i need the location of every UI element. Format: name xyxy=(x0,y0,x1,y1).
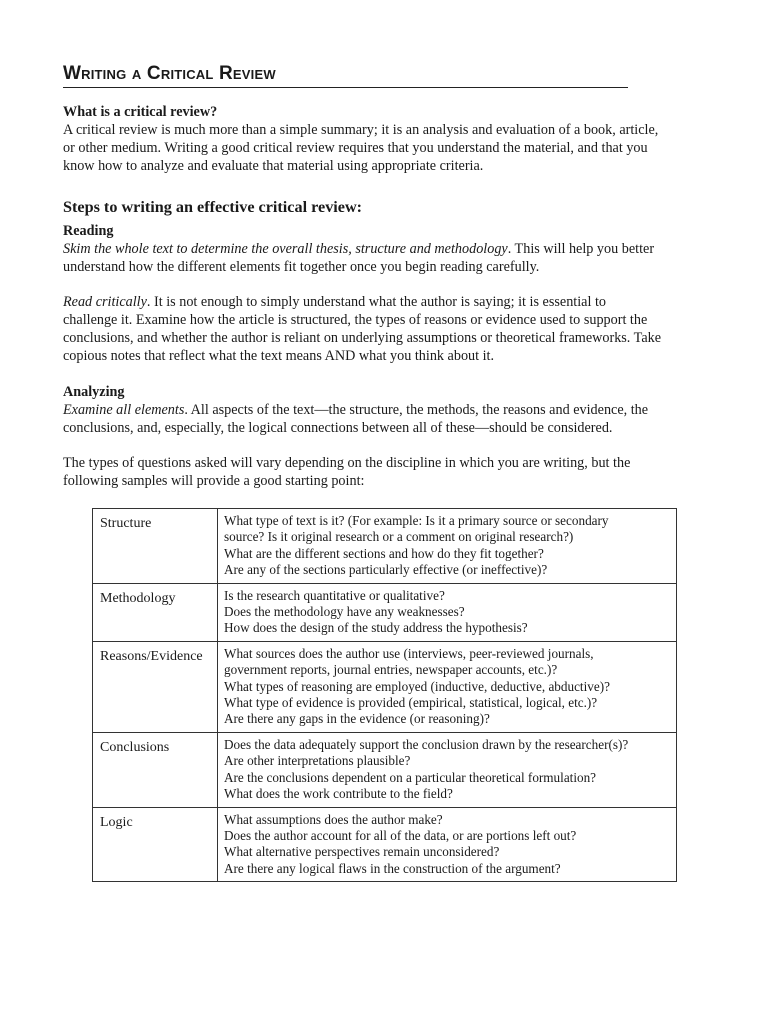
row-questions xyxy=(218,732,677,807)
reading-p2-line xyxy=(63,293,676,311)
reading-p1-italic: Skim the whole text to determine the overall thesis, structure and methodology xyxy=(63,241,508,257)
question: What are the different sections and how do they fit together? xyxy=(224,545,544,561)
question: Does the author account for all of the data, or are portions left out? xyxy=(224,827,577,843)
question: What type of text is it? (For example: Is it a primary source or secondary xyxy=(224,513,609,528)
reading-p2-italic: Read critically xyxy=(63,294,147,310)
reading-p1-rest: . This will help you better xyxy=(507,241,655,257)
intro-line: or other medium. Writing a good critical review requires that you understand the material, and that you xyxy=(63,140,648,156)
table-row xyxy=(93,641,677,732)
analyzing-p1-line: conclusions, and, especially, the logical connections between all of these—should be considered. xyxy=(63,420,613,436)
row-questions xyxy=(218,583,677,641)
reading-paragraph-1 xyxy=(63,240,676,276)
row-questions xyxy=(218,807,677,882)
analyzing-paragraph-2 xyxy=(63,454,676,490)
analyzing-p1-rest: . All aspects of the text—the structure, the methods, the reasons and evidence, the xyxy=(184,402,649,418)
reading-p2-rest: . It is not enough to simply understand what the author is saying; it is essential to xyxy=(146,294,606,310)
table-row xyxy=(93,807,677,882)
reading-p1-line xyxy=(63,240,676,258)
document-title: Writing a Critical Review xyxy=(63,62,628,88)
question: What assumptions does the author make? xyxy=(224,811,443,827)
question: Are there any logical flaws in the construction of the argument? xyxy=(224,860,561,876)
analyzing-p1-line xyxy=(63,401,676,419)
row-category: Logic xyxy=(93,807,218,882)
intro-heading: What is a critical review? xyxy=(63,104,218,120)
table-row xyxy=(93,583,677,641)
question: source? Is it original research or a comment on original research?) xyxy=(224,529,574,545)
intro-line: A critical review is much more than a simple summary; it is an analysis and evaluation of a book, article, xyxy=(63,122,659,138)
reading-heading: Reading xyxy=(63,223,114,239)
question: What does the work contribute to the field? xyxy=(224,786,453,802)
questions-table xyxy=(92,508,677,882)
reading-p2-line: conclusions, and whether the author is reliant on underlying assumptions or theoretical frameworks. Take xyxy=(63,330,662,346)
question: Does the data adequately support the conclusion drawn by the researcher(s)? xyxy=(224,736,629,752)
analyzing-paragraph-1 xyxy=(63,401,676,437)
row-category: Conclusions xyxy=(93,732,218,807)
analyzing-p1-italic: Examine all elements xyxy=(63,402,185,418)
intro-line: know how to analyze and evaluate that material using appropriate criteria. xyxy=(63,158,484,174)
row-category: Methodology xyxy=(93,583,218,641)
intro-paragraph xyxy=(63,121,676,175)
question: How does the design of the study address the hypothesis? xyxy=(224,620,528,636)
question: What types of reasoning are employed (inductive, deductive, abductive)? xyxy=(224,678,610,694)
reading-p1-line: understand how the different elements fit together once you begin reading carefully. xyxy=(63,259,540,275)
table-row xyxy=(93,732,677,807)
reading-p2-line: challenge it. Examine how the article is structured, the types of reasons or evidence used to support the xyxy=(63,312,648,328)
question: Is the research quantitative or qualitative? xyxy=(224,587,445,603)
question: Are any of the sections particularly effective (or ineffective)? xyxy=(224,562,548,578)
row-questions xyxy=(218,641,677,732)
question: Are there any gaps in the evidence (or reasoning)? xyxy=(224,711,490,727)
row-category: Structure xyxy=(93,509,218,584)
question: Are the conclusions dependent on a particular theoretical formulation? xyxy=(224,769,597,785)
analyzing-p2-line: The types of questions asked will vary depending on the discipline in which you are writing, but the xyxy=(63,455,631,471)
question: Are other interpretations plausible? xyxy=(224,753,411,769)
question: What alternative perspectives remain unconsidered? xyxy=(224,844,500,860)
row-category: Reasons/Evidence xyxy=(93,641,218,732)
reading-p2-line: copious notes that reflect what the text means AND what you think about it. xyxy=(63,348,495,364)
question: What sources does the author use (interviews, peer-reviewed journals, xyxy=(224,645,594,661)
row-questions xyxy=(218,509,677,584)
reading-paragraph-2 xyxy=(63,293,676,365)
question: What type of evidence is provided (empirical, statistical, logical, etc.)? xyxy=(224,695,598,711)
steps-heading: Steps to writing an effective critical review: xyxy=(63,198,363,216)
question: Does the methodology have any weaknesses? xyxy=(224,604,465,620)
table-row xyxy=(93,509,677,584)
analyzing-heading: Analyzing xyxy=(63,384,125,400)
question: government reports, journal entries, newspaper accounts, etc.)? xyxy=(224,662,558,678)
analyzing-p2-line: following samples will provide a good starting point: xyxy=(63,473,365,489)
